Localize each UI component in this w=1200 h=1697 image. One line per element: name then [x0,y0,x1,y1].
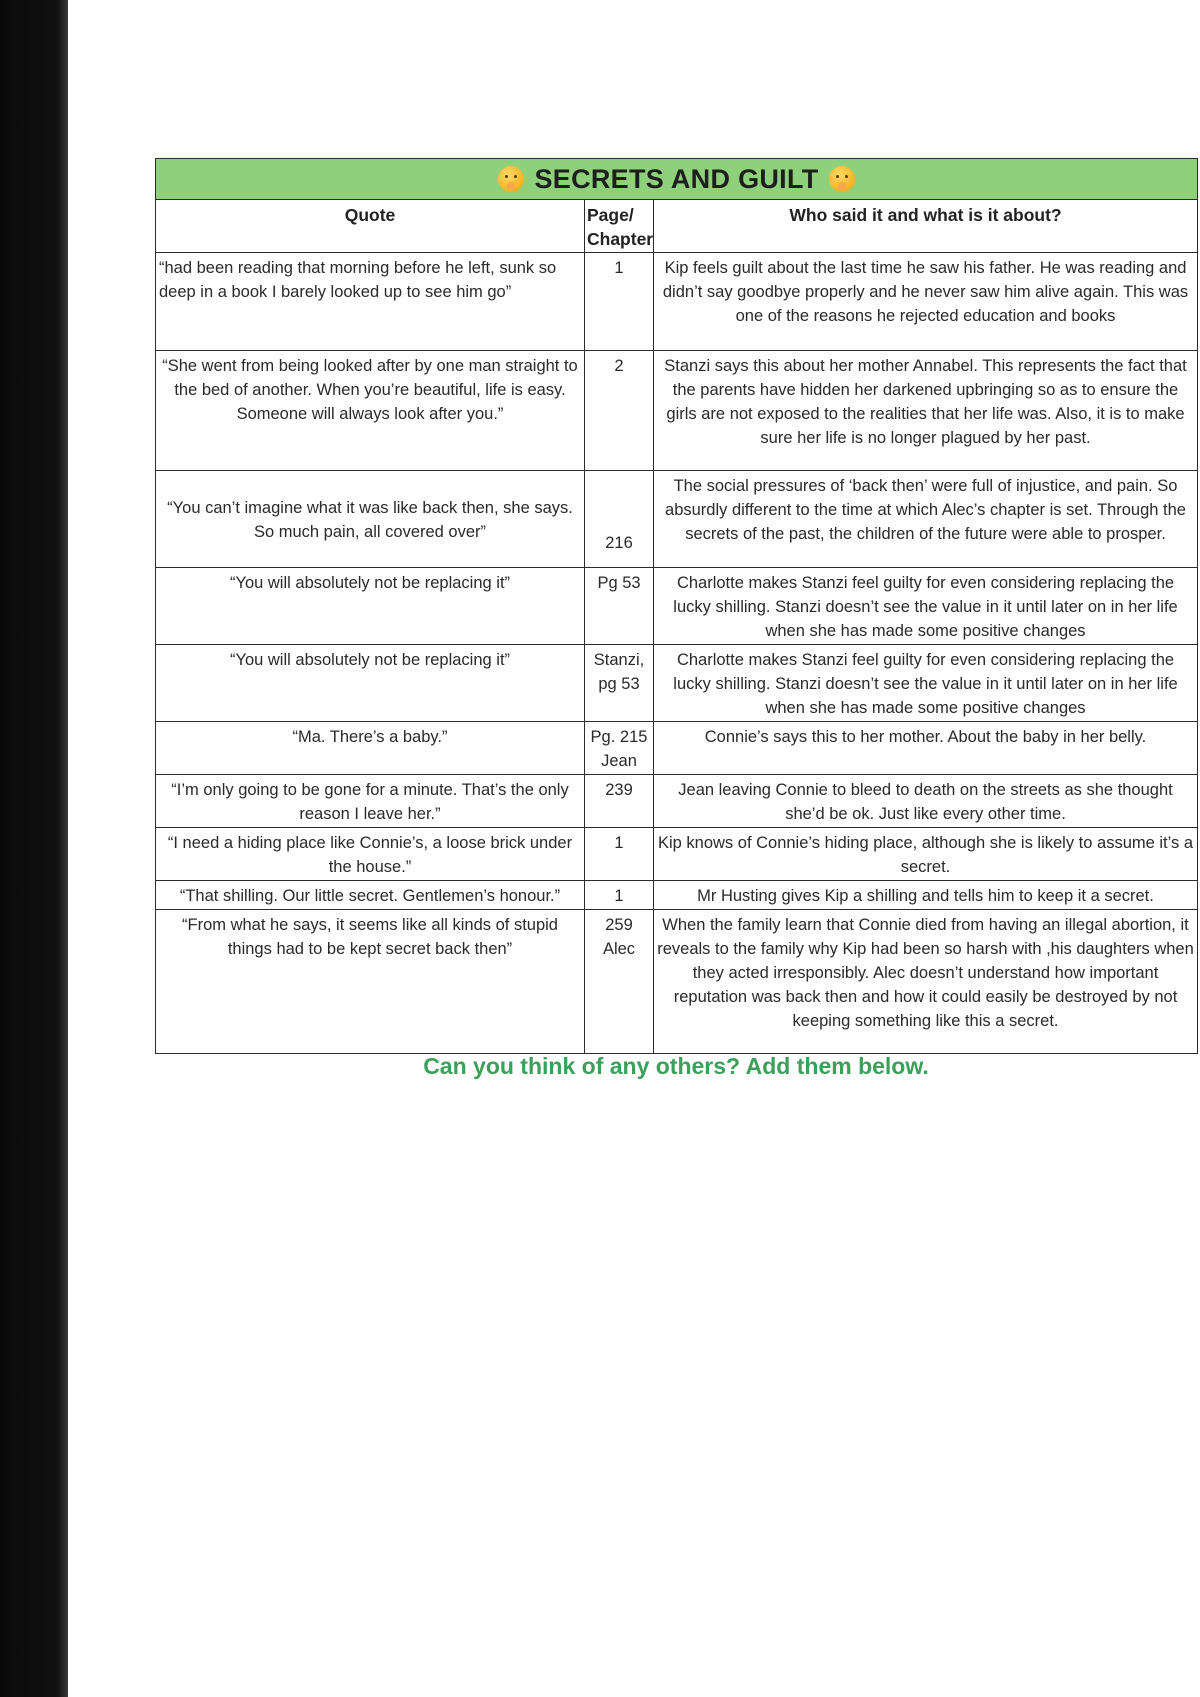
quote-cell: “You will absolutely not be replacing it” [156,568,585,645]
page-cell: 1 [585,881,654,910]
quote-cell: “You can’t imagine what it was like back then, she says. So much pain, all covered over” [156,471,585,568]
quote-cell: “had been reading that morning before he left, sunk so deep in a book I barely looked up to see him go” [156,253,585,351]
quote-cell: “From what he says, it seems like all kinds of stupid things had to be kept secret back then” [156,910,585,1054]
page-cell: 1 [585,828,654,881]
header-who-said: Who said it and what is it about? [654,200,1198,253]
header-quote: Quote [156,200,585,253]
add-others-prompt: Can you think of any others? Add them below. [423,1053,929,1079]
about-cell: The social pressures of ‘back then’ were full of injustice, and pain. So absurdly different to the time at which Alec’s chapter is set. Through the secrets of the past, the children of the future were able to prosper. [654,471,1198,568]
page-cell: Pg 53 [585,568,654,645]
page-cell: 1 [585,253,654,351]
title-banner [156,159,1198,200]
page-cell: 2 [585,351,654,471]
about-cell: When the family learn that Connie died from having an illegal abortion, it reveals to the family why Kip had been so harsh with ,his daughters when they acted irresponsibly. Alec doesn’t understand how important reputation was back then and how it could easily be destroyed by not keeping something like this a secret. [654,910,1198,1054]
shushing-face-icon [829,166,855,192]
secrets-guilt-table [155,158,1198,1054]
quote-cell: “You will absolutely not be replacing it” [156,645,585,722]
table-row [156,645,1198,722]
about-cell: Stanzi says this about her mother Annabel. This represents the fact that the parents have hidden her darkened upbringing so as to ensure the girls are not exposed to the realities that her life was. Also, it is to make sure her life is no longer plagued by her past. [654,351,1198,471]
about-cell: Kip feels guilt about the last time he saw his father. He was reading and didn’t say goodbye properly and he never saw him alive again. This was one of the reasons he rejected education and books [654,253,1198,351]
table-row [156,253,1198,351]
table-row [156,775,1198,828]
about-cell: Connie’s says this to her mother. About the baby in her belly. [654,722,1198,775]
about-cell: Jean leaving Connie to bleed to death on the streets as she thought she’d be ok. Just like every other time. [654,775,1198,828]
worksheet-table-container [155,158,1197,1054]
quote-cell: “She went from being looked after by one man straight to the bed of another. When you’re beautiful, life is easy. Someone will always look after you.” [156,351,585,471]
table-row [156,828,1198,881]
quote-cell: “I need a hiding place like Connie’s, a loose brick under the house.” [156,828,585,881]
table-row [156,568,1198,645]
page-cell: 216 [585,471,654,568]
page-cell: Stanzi, pg 53 [585,645,654,722]
title-row [156,159,1198,200]
page-cell: Pg. 215 Jean [585,722,654,775]
about-cell: Charlotte makes Stanzi feel guilty for even considering replacing the lucky shilling. Stanzi doesn’t see the value in it until later on in her life when she has made some positive changes [654,645,1198,722]
quote-cell: “I’m only going to be gone for a minute. That’s the only reason I leave her.” [156,775,585,828]
quote-cell: “Ma. There’s a baby.” [156,722,585,775]
about-cell: Kip knows of Connie’s hiding place, although she is likely to assume it’s a secret. [654,828,1198,881]
page-cell: 239 [585,775,654,828]
page-cell: 259 Alec [585,910,654,1054]
header-page-chapter: Page/ Chapter [585,200,654,253]
shushing-face-icon [498,166,524,192]
table-row [156,910,1198,1054]
page-title: SECRETS AND GUILT [534,164,819,194]
table-row [156,722,1198,775]
table-row [156,351,1198,471]
about-cell: Charlotte makes Stanzi feel guilty for even considering replacing the lucky shilling. Stanzi doesn’t see the value in it until later on in her life when she has made some positive changes [654,568,1198,645]
table-row [156,471,1198,568]
scan-dark-edge [0,0,68,1697]
header-row [156,200,1198,253]
quote-cell: “That shilling. Our little secret. Gentlemen’s honour.” [156,881,585,910]
table-row [156,881,1198,910]
about-cell: Mr Husting gives Kip a shilling and tells him to keep it a secret. [654,881,1198,910]
